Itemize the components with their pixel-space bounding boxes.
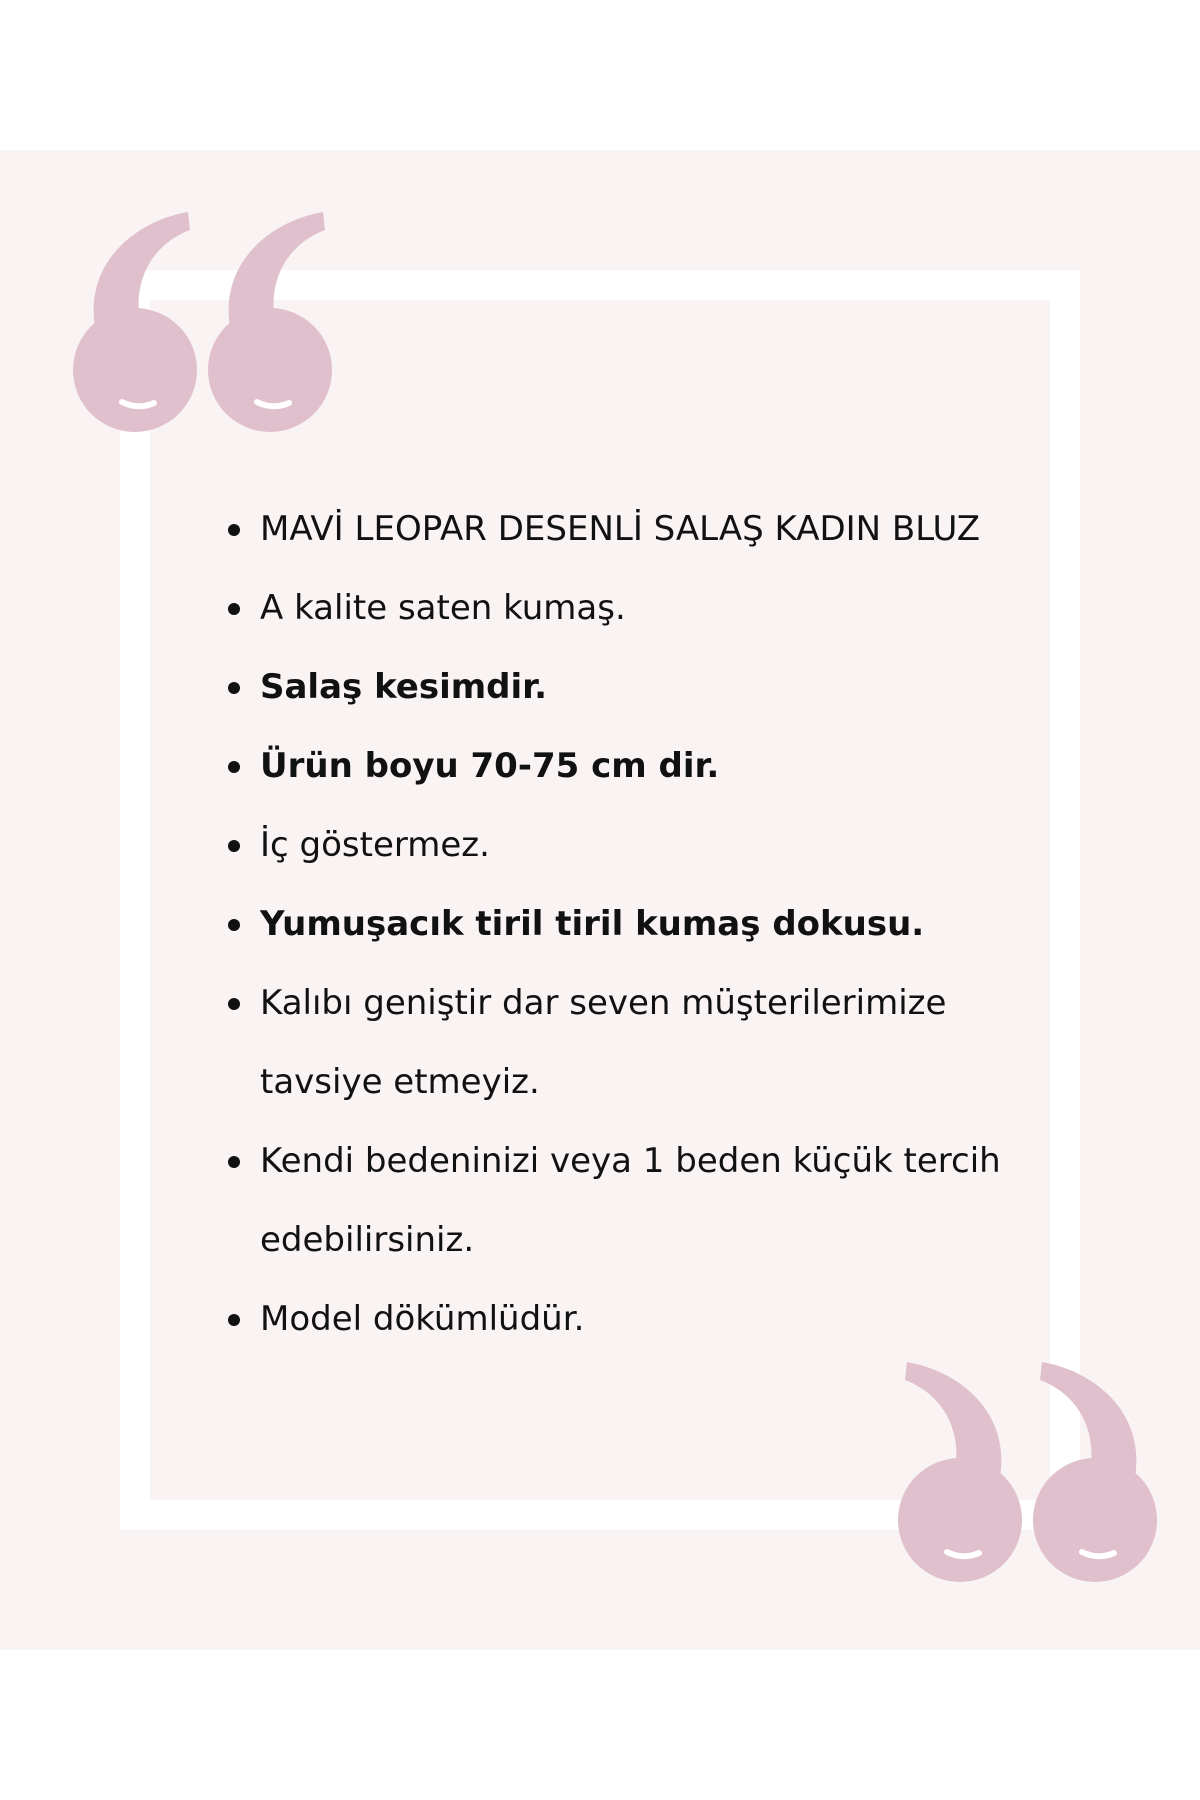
bullet-dot [228, 603, 240, 615]
feature-item [220, 964, 1040, 1122]
bullet-dot [228, 524, 240, 536]
bullet-dot [228, 840, 240, 852]
feature-text: A kalite saten kumaş. [260, 588, 626, 628]
close-quote-icon [895, 1360, 1165, 1585]
feature-item [220, 806, 1040, 885]
feature-item [220, 727, 1040, 806]
feature-item [220, 1122, 1040, 1280]
bullet-dot [228, 761, 240, 773]
feature-text: MAVİ LEOPAR DESENLİ SALAŞ KADIN BLUZ [260, 509, 981, 549]
feature-text: Salaş kesimdir. [260, 667, 548, 707]
feature-text: Ürün boyu 70-75 cm dir. [260, 746, 720, 786]
feature-text: İç göstermez. [260, 825, 490, 865]
feature-item [220, 1280, 1040, 1359]
bullet-dot [228, 919, 240, 931]
feature-text: Model dökümlüdür. [260, 1299, 585, 1339]
feature-item [220, 569, 1040, 648]
feature-item [220, 490, 1040, 569]
bullet-dot [228, 682, 240, 694]
open-quote-icon [70, 210, 340, 435]
feature-text: Yumuşacık tiril tiril kumaş dokusu. [260, 904, 925, 944]
feature-item [220, 885, 1040, 964]
feature-list [220, 490, 1040, 1359]
feature-text: Kendi bedeninizi veya 1 beden küçük tercih edebilirsiniz. [260, 1141, 1001, 1260]
feature-item [220, 648, 1040, 727]
bullet-dot [228, 1314, 240, 1326]
bullet-dot [228, 1156, 240, 1168]
feature-text: Kalıbı geniştir dar seven müşterilerimize tavsiye etmeyiz. [260, 983, 947, 1102]
bullet-dot [228, 998, 240, 1010]
